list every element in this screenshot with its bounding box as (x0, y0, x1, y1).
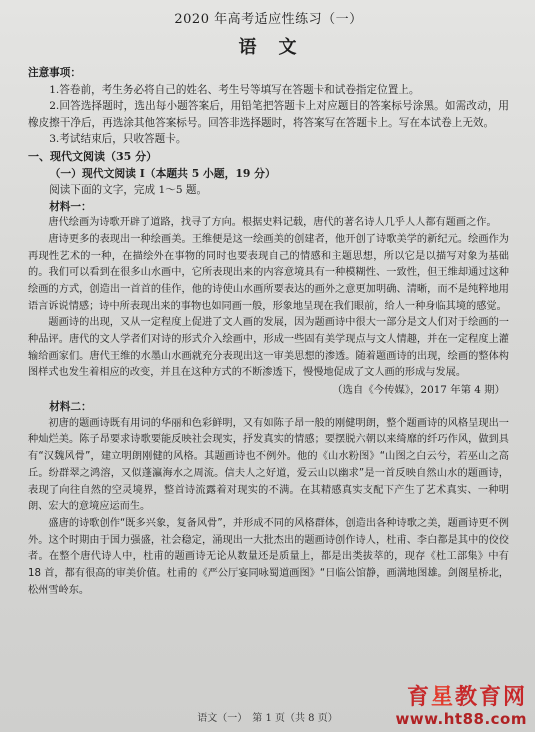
notes-heading: 注意事项： (28, 67, 81, 79)
watermark-url: www.ht88.com (395, 710, 527, 728)
material-two (28, 399, 509, 599)
note-item: 3.考试结束后，只收答题卡。 (49, 133, 187, 146)
exam-title: 2020 年高考适应性练习（一） (174, 12, 363, 27)
notes-block (28, 65, 509, 148)
material-paragraph: 唐诗更多的表现出一种绘画美。王维便是这一绘画美的创建者，他开创了诗歌美学的新纪元。绘画作为再现性艺术的一种，在描绘外在事物的同时也要表现自己的情感和主题思想，所以它是以描写对象为基础的。我们可以看到在很多山水画中，它所表现出来的内容意境具有一种模糊性、一致性，但王维却通过这种绘画的方式，创造出一首首的佳作，他的诗使山水画所要表达的画外之意更加明确、清晰，而不是纯粹地用语言诉说情感；诗中所表现出来的事物也如同画一般，形象地呈现在我们眼前，给人一种身临其境的感觉。 (28, 233, 509, 312)
material-paragraph: 盛唐的诗歌创作“既多兴象，复备风骨”，并形成不同的风格群体，创造出各种诗歌之美，题画诗更不例外。这个时期由于国力强盛，社会稳定，涌现出一大批杰出的题画诗创作诗人，杜甫、李白都是其中的佼佼者。在整个唐代诗人中，杜甫的题画诗无论从数量还是质量上，都是出类拔萃的，现存《杜工部集》中有 18 首，都有很高的审美价值。杜甫的《严公厅宴同咏蜀道画图》“日临公馆静，画满地图雄。剑阁星桥北，松州雪岭东。 (28, 518, 509, 596)
subsection-heading: （一）现代文阅读 I（本题共 5 小题，19 分） (49, 166, 276, 180)
note-item: 1.答卷前，考生务必将自己的姓名、考生号等填写在答题卡和试卷指定位置上。 (49, 83, 420, 96)
section-heading: 一、现代文阅读（35 分） (28, 149, 158, 163)
material-paragraph: 唐代绘画为诗歌开辟了道路，找寻了方向。根据史料记载，唐代的著名诗人几乎人人都有题画之作。 (48, 217, 497, 229)
star-icon: 星 (430, 685, 455, 710)
subject-title: 语文 (238, 37, 319, 58)
watermark-brand (395, 686, 527, 710)
material-one-label: 材料一： (49, 200, 92, 213)
material-paragraph: 初唐的题画诗既有用词的华丽和色彩鲜明，又有如陈子昂一般的刚健明朗，整个题画诗的风格呈现出一种灿烂美。陈子昂要求诗歌要能反映社会现实，抒发真实的情感；要摆脱六朝以来绮靡的纤巧作风，做到具有“汉魏风骨”，建立明朗刚健的风格。其题画诗也不例外。他的《山水粉图》“山图之白云兮，若巫山之高丘。纷群翠之鸿溶，又似蓬瀛海水之周流。信夫人之好道，爱云山以幽求”是一首反映自然山水的题画诗，表现了向往自然的空灵境界，整首诗流露着对现实的不满。在其精感真实支配下产生了艺术真实、一种明朗、宏大的意境应运而生。 (28, 417, 509, 513)
source-citation: （选自《今传媒》，2017 年第 4 期） (332, 384, 505, 397)
note-item: 2.回答选择题时，选出每小题答案后，用铅笔把答题卡上对应题目的答案标号涂黑。如需改动，用橡皮擦干净后，再选涂其他答案标号。回答非选择题时，将答案写在答题卡上。写在本试卷上无效。 (28, 100, 509, 129)
page-footer: 语文（一） 第 1 页（共 8 页） (197, 713, 338, 724)
instruction-text: 阅读下面的文字，完成 1～5 题。 (49, 183, 208, 196)
material-two-label: 材料二： (49, 401, 92, 414)
watermark-brand-part: 教育网 (454, 685, 527, 710)
material-one (28, 199, 509, 400)
watermark-brand-part: 育 (406, 685, 431, 710)
site-watermark (395, 686, 527, 728)
material-paragraph: 题画诗的出现，又从一定程度上促进了文人画的发展，因为题画诗中很大一部分是文人们对于绘画的一种品评。唐代的文人学者们对诗的形式介入绘画中，形成一些固有美学现点与文人情趣，并在一定程度上灌输给画家们。唐代王维的水墨山水画就充分表现出这一审美思想的渗透。随着题画诗的出现，绘画的整体构图样式也发生着相应的改变，并且在这种方式的不断渗透下，慢慢地促成了文人画的形成与发展。 (28, 317, 509, 379)
